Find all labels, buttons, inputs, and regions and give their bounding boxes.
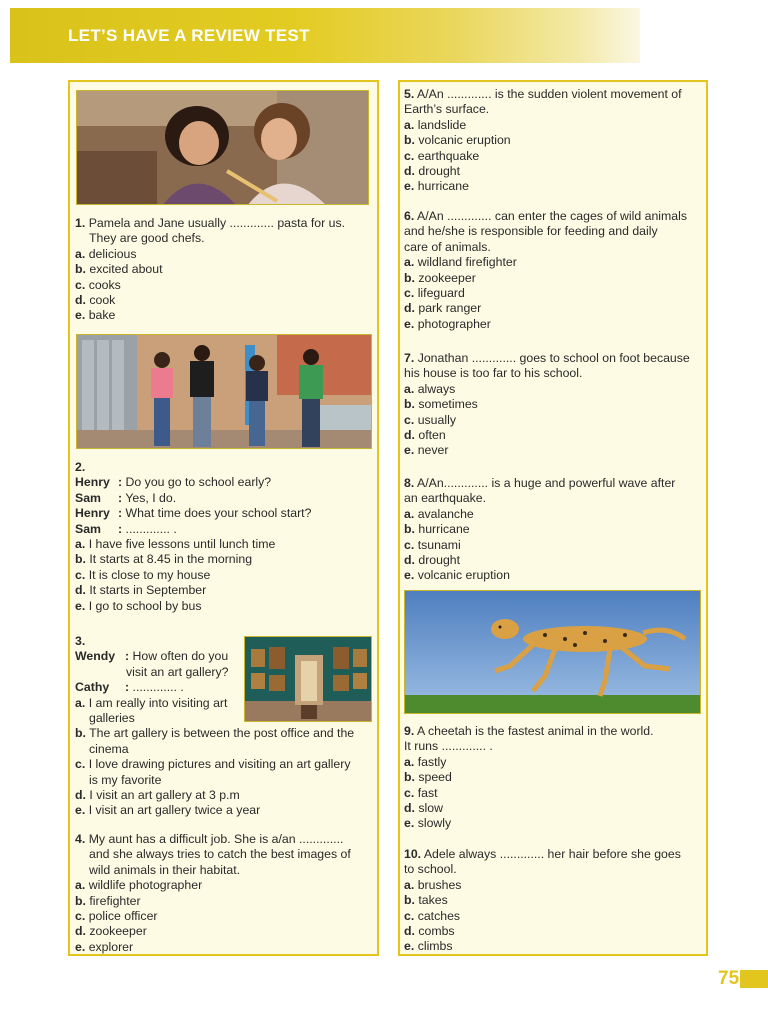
question-number: 8. [404,476,415,490]
question-stem: My aunt has a difficult job. She is a/an ............. [88,832,344,846]
option-a: a. avalanche [404,506,474,521]
option-a: a. wildlife photographer [75,878,203,893]
option-c-cont: is my favorite [89,772,162,787]
option-c: c. police officer [75,909,158,924]
dialogue-line: Sam : Yes, I do. [75,490,177,505]
question-number: 3. [75,634,86,648]
option-c: c. I love drawing pictures and visiting an art gallery [75,757,351,772]
option-b: b. excited about [75,262,163,277]
dialogue-line: Wendy : How often do you [75,649,229,664]
option-b: b. zookeeper [404,270,476,285]
option-b: b. It starts at 8.45 in the morning [75,552,253,567]
option-a: a. I am really into visiting art [75,695,228,710]
option-b: b. volcanic eruption [404,133,511,148]
option-d: d. combs [404,924,455,939]
dialogue-line: Cathy : ............. . [75,680,184,695]
option-e: e. photographer [404,316,491,331]
option-c: c. usually [404,412,456,427]
question-stem: A cheetah is the fastest animal in the world. [417,724,654,738]
option-a: a. landslide [404,117,467,132]
option-d: d. often [404,428,446,443]
option-c: c. tsunami [404,537,461,552]
question-stem: A/An............. is a huge and powerful wave after [417,476,676,490]
option-d: d. zookeeper [75,924,147,939]
option-c: c. fast [404,785,438,800]
option-d: d. park ranger [404,301,482,316]
option-e: e. bake [75,308,116,323]
dialogue-line: Henry : What time does your school start? [75,506,312,521]
question-stem: wild animals in their habitat. [89,862,241,877]
option-c: c. It is close to my house [75,567,211,582]
cooking-women-photo [76,90,369,205]
question-stem: Earth’s surface. [404,102,490,117]
option-c: c. cooks [75,277,121,292]
option-a: a. brushes [404,877,462,892]
question-stem: care of animals. [404,239,491,254]
page-number: 75 [718,968,740,989]
question-5 [404,87,704,195]
question-4 [75,832,375,955]
question-stem: Jonathan ............. goes to school on foot because [417,351,690,365]
option-d: d. cook [75,293,116,308]
question-stem: his house is too far to his school. [404,366,583,381]
question-10 [404,847,704,955]
question-number: 9. [404,724,415,738]
dialogue-line: visit an art gallery? [126,664,229,679]
question-stem: an earthquake. [404,491,487,506]
dialogue-line: Henry : Do you go to school early? [75,475,272,490]
option-d: d. drought [404,164,461,179]
page-header [10,8,640,63]
question-number: 10. [404,847,422,861]
option-a: a. always [404,381,456,396]
option-e: e. never [404,443,449,458]
option-c: c. catches [404,908,461,923]
question-8 [404,476,704,584]
option-d: d. drought [404,553,461,568]
option-e: e. volcanic eruption [404,568,510,583]
question-stem: It runs ............. . [404,739,493,754]
question-stem: and he/she is responsible for feeding and daily [404,224,658,239]
question-number: 5. [404,87,415,101]
option-b: b. speed [404,770,452,785]
option-e: e. I go to school by bus [75,598,202,613]
option-d: d. I visit an art gallery at 3 p.m [75,788,240,803]
question-number: 6. [404,209,415,223]
question-2 [75,460,375,614]
option-a: a. wildland firefighter [404,255,517,270]
option-b: b. firefighter [75,893,141,908]
question-9 [404,724,704,832]
option-e: e. I visit an art gallery twice a year [75,803,261,818]
option-d: d. slow [404,801,443,816]
option-d: d. It starts in September [75,583,207,598]
option-a: a. fastly [404,754,447,769]
question-7 [404,351,704,459]
option-b: b. The art gallery is between the post office and the [75,726,355,741]
question-number: 4. [75,832,86,846]
option-b: b. sometimes [404,397,478,412]
option-a: a. delicious [75,246,137,261]
question-number: 7. [404,351,415,365]
question-stem: Adele always ............. her hair before she goes [423,847,681,861]
option-e: e. slowly [404,816,452,831]
option-b-cont: cinema [89,741,129,756]
question-number: 2. [75,460,86,474]
option-a-cont: galleries [89,711,135,726]
question-1 [75,216,375,324]
dialogue-line: Sam : ............. . [75,521,177,536]
option-a: a. I have five lessons until lunch time [75,537,276,552]
option-e: e. explorer [75,939,134,954]
option-e: e. climbs [404,939,453,954]
question-stem: A/An ............. can enter the cages of wild animals [417,209,687,223]
students-walking-photo [76,334,372,449]
page-title: LET’S HAVE A REVIEW TEST [68,26,310,45]
cheetah-photo [404,590,701,714]
page-number-bar [740,970,768,988]
option-b: b. takes [404,893,448,908]
question-number: 1. [75,216,86,230]
question-stem: They are good chefs. [89,231,205,246]
question-stem: and she always tries to catch the best images of [89,847,351,862]
option-e: e. hurricane [404,179,469,194]
option-c: c. earthquake [404,148,480,163]
question-6 [404,209,704,332]
option-c: c. lifeguard [404,286,465,301]
option-b: b. hurricane [404,522,470,537]
question-stem: Pamela and Jane usually ............. pasta for us. [88,216,346,230]
question-3 [75,634,375,819]
question-stem: A/An ............. is the sudden violent movement of [417,87,682,101]
question-stem: to school. [404,862,457,877]
